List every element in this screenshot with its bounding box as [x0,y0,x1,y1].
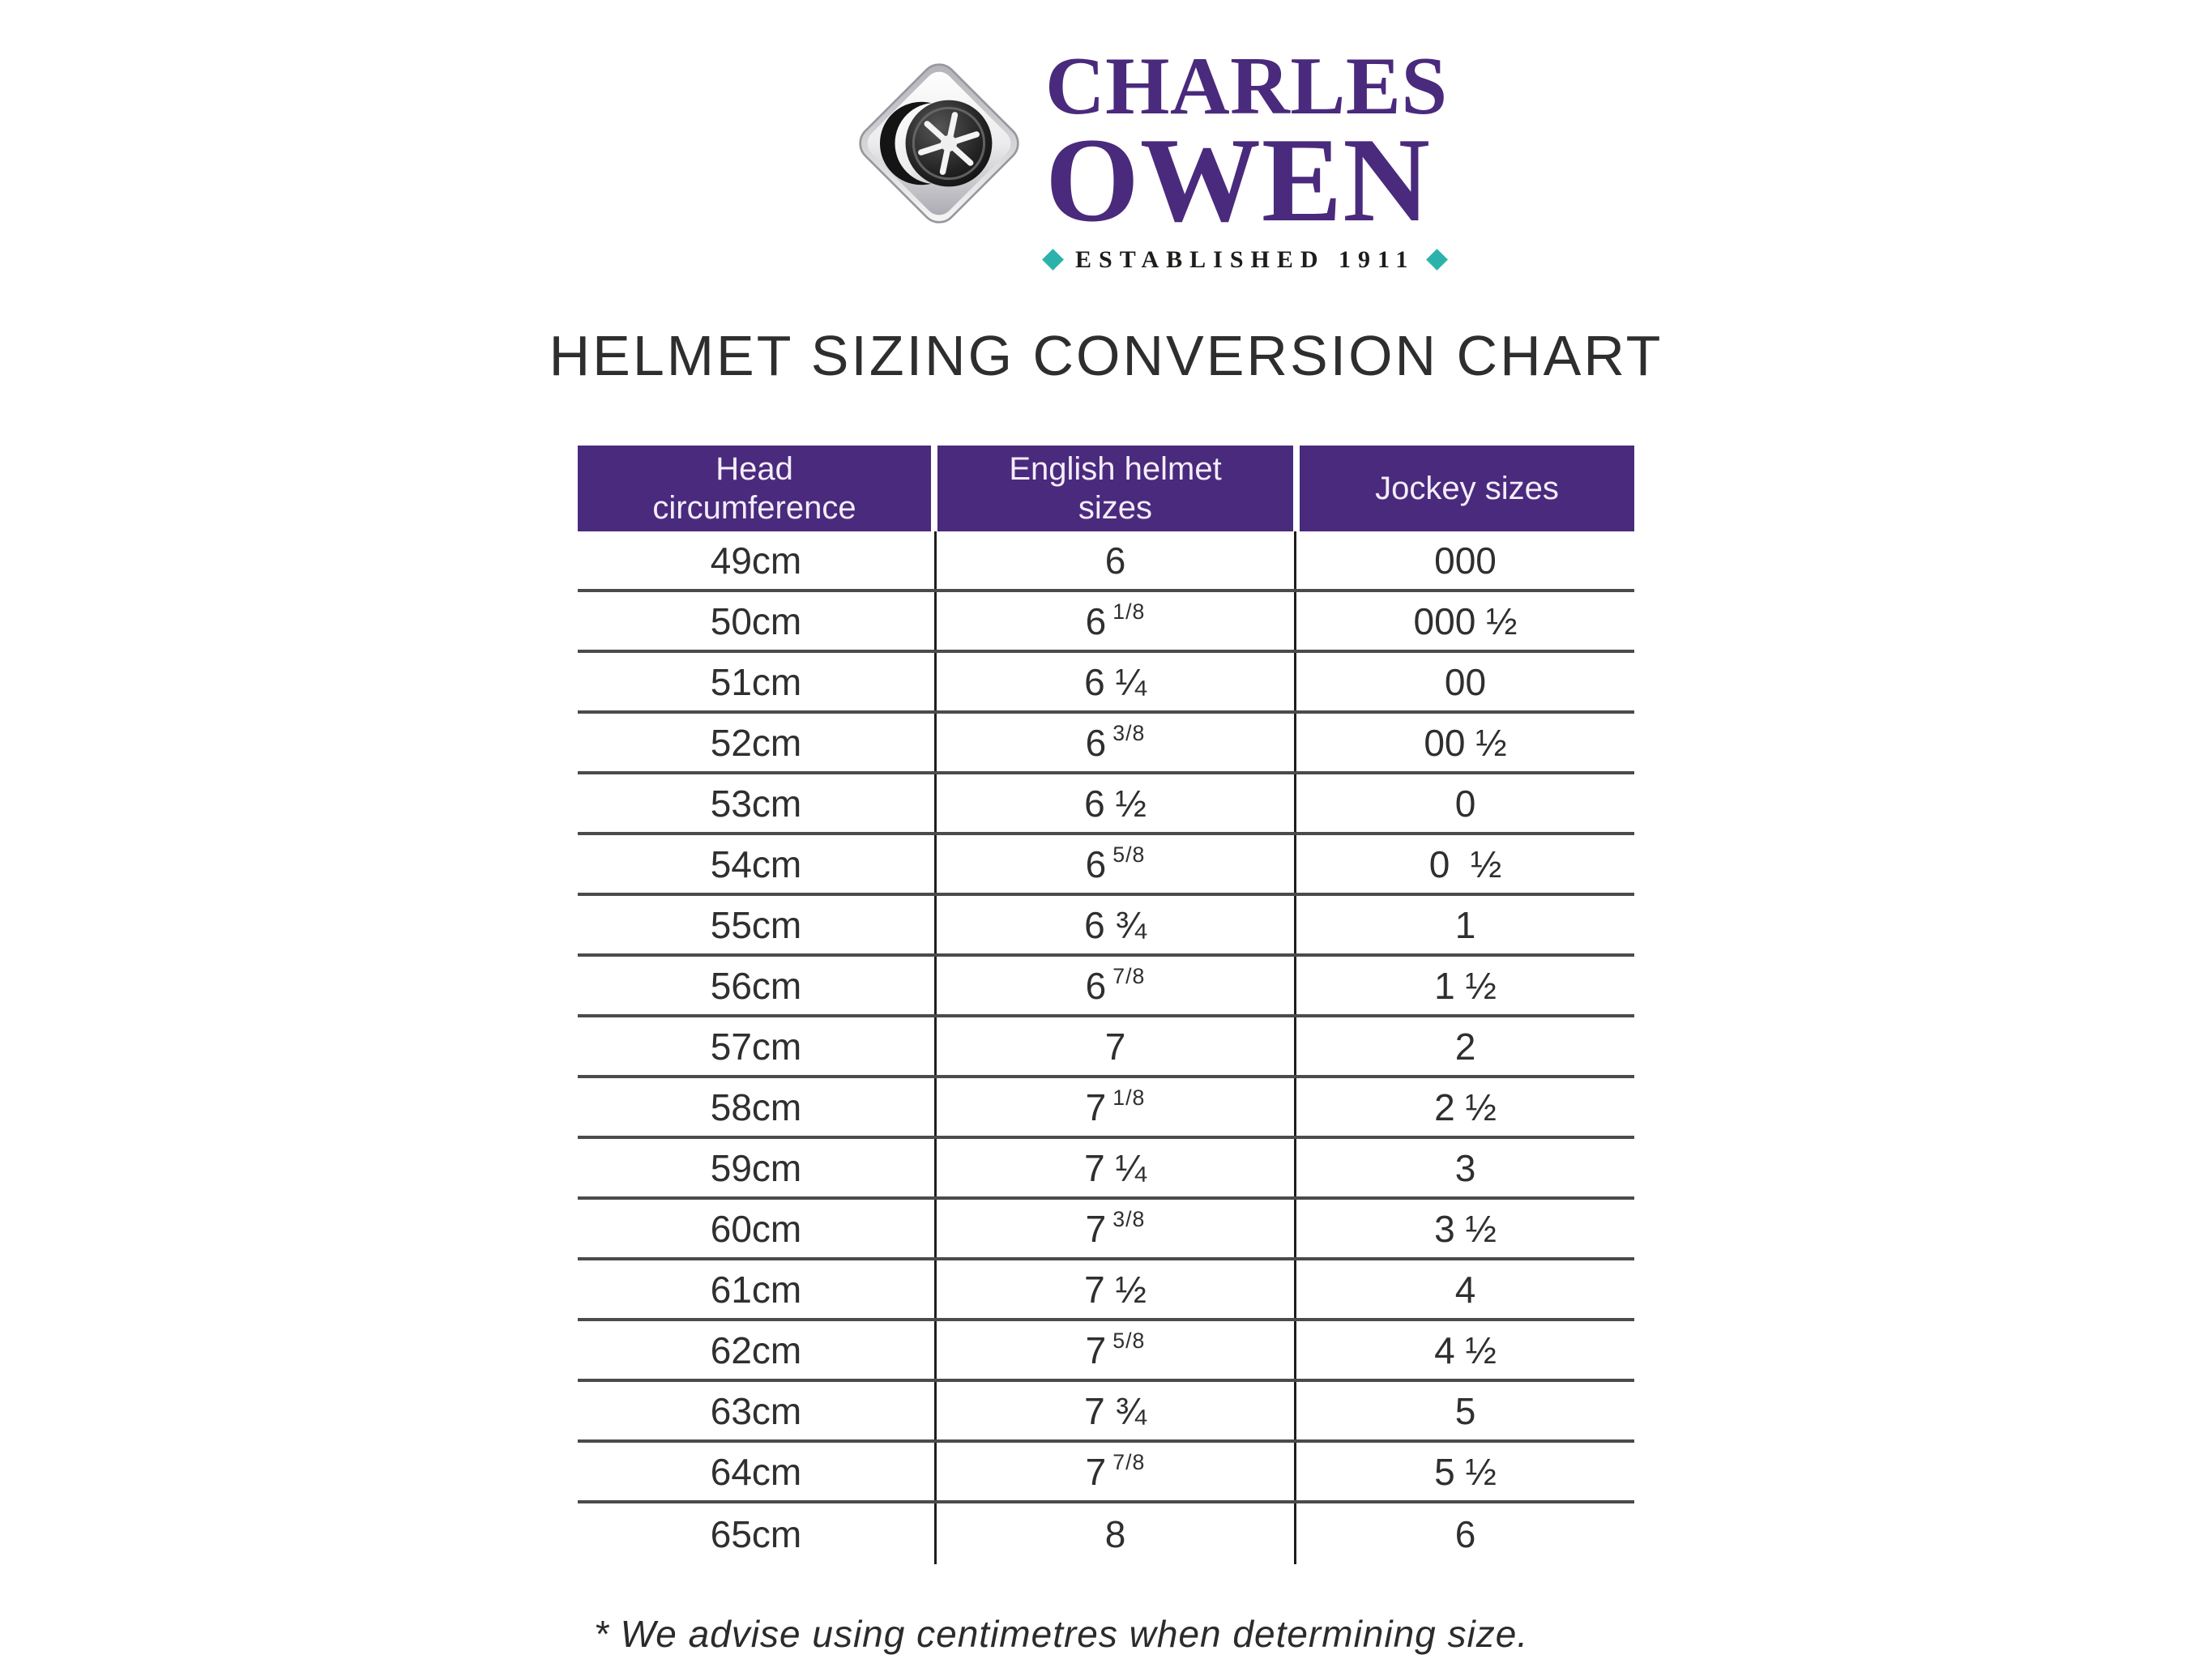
table-row [578,896,1634,957]
english-size-cell: 8 [934,1503,1296,1564]
english-size-cell: 6 ½ [934,774,1296,832]
head-circumference-cell: 63cm [710,1389,802,1432]
jockey-size-cell: 5 [1454,1389,1476,1432]
footnote: * We advise using centimetres when determining size. [594,1613,1529,1655]
established-row [1045,246,1448,274]
head-circumference-cell: 62cm [710,1328,802,1371]
brand-name-line2: OWEN [1045,113,1431,247]
head-circumference-cell: 65cm [710,1512,802,1555]
english-size-cell: 7 5/8 [934,1321,1296,1379]
column-header-head-circumference: Head circumference [578,446,931,531]
page-title: HELMET SIZING CONVERSION CHART [549,323,1663,387]
jockey-size-cell: 3 ½ [1434,1207,1497,1250]
jockey-size-cell: 5 ½ [1434,1450,1497,1493]
english-size-cell: 6 ¾ [934,896,1296,953]
jockey-size-cell: 3 [1454,1146,1476,1189]
english-size-cell: 6 3/8 [934,714,1296,771]
table-row [578,1017,1634,1078]
head-circumference-cell: 61cm [710,1268,802,1311]
english-size-cell: 7 ¼ [934,1139,1296,1196]
english-size-cell: 6 5/8 [934,835,1296,893]
jockey-size-cell: 2 [1454,1025,1476,1068]
table-row [578,1200,1634,1260]
table-row [578,1503,1634,1564]
brand-logo [851,41,1448,274]
column-header-english-helmet-sizes: English helmet sizes [937,446,1293,531]
english-size-cell: 7 ½ [934,1260,1296,1318]
jockey-size-cell: 00 [1444,660,1487,703]
table-row [578,653,1634,714]
brand-name-line1: CHARLES [1045,41,1448,132]
head-circumference-cell: 60cm [710,1207,802,1250]
table-row [578,714,1634,774]
sizing-table [578,446,1634,1564]
head-circumference-cell: 54cm [710,842,802,885]
head-circumference-cell: 50cm [710,599,802,642]
diamond-helmet-star-icon [851,55,1027,232]
english-size-cell: 7 3/8 [934,1200,1296,1257]
table-row [578,957,1634,1017]
english-size-cell: 7 ¾ [934,1382,1296,1439]
jockey-size-cell: 1 [1454,903,1476,946]
jockey-size-cell: 6 [1454,1512,1476,1555]
english-size-cell: 6 ¼ [934,653,1296,710]
jockey-size-cell: 0 [1454,782,1476,825]
table-body [578,531,1634,1564]
head-circumference-cell: 52cm [710,721,802,764]
table-row [578,1078,1634,1139]
brand-wordmark [1045,41,1448,274]
table-row [578,531,1634,592]
english-size-cell: 6 1/8 [934,592,1296,650]
head-circumference-cell: 53cm [710,782,802,825]
table-row [578,774,1634,835]
table-row [578,835,1634,896]
teal-diamond-icon [1426,249,1448,271]
table-row [578,1382,1634,1443]
head-circumference-cell: 49cm [710,539,802,582]
table-row [578,1260,1634,1321]
table-row [578,1321,1634,1382]
english-size-cell: 7 [934,1017,1296,1075]
jockey-size-cell: 000 [1434,539,1497,582]
table-row [578,592,1634,653]
teal-diamond-icon [1042,249,1064,271]
english-size-cell: 6 7/8 [934,957,1296,1014]
head-circumference-cell: 58cm [710,1085,802,1128]
head-circumference-cell: 64cm [710,1450,802,1493]
head-circumference-cell: 59cm [710,1146,802,1189]
head-circumference-cell: 55cm [710,903,802,946]
jockey-size-cell: 1 ½ [1434,964,1497,1007]
column-header-jockey-sizes: Jockey sizes [1300,446,1634,531]
table-row [578,1443,1634,1503]
english-size-cell: 7 7/8 [934,1443,1296,1500]
jockey-size-cell: 4 ½ [1434,1328,1497,1371]
table-header [578,446,1634,531]
head-circumference-cell: 57cm [710,1025,802,1068]
table-row [578,1139,1634,1200]
established-text: ESTABLISHED 1911 [1075,245,1416,273]
jockey-size-cell: 000 ½ [1413,599,1518,642]
english-size-cell: 7 1/8 [934,1078,1296,1136]
head-circumference-cell: 51cm [710,660,802,703]
english-size-cell: 6 [934,531,1296,589]
jockey-size-cell: 2 ½ [1434,1085,1497,1128]
jockey-size-cell: 4 [1454,1268,1476,1311]
jockey-size-cell: 00 ½ [1424,721,1507,764]
jockey-size-cell: 0 ½ [1428,842,1502,885]
head-circumference-cell: 56cm [710,964,802,1007]
